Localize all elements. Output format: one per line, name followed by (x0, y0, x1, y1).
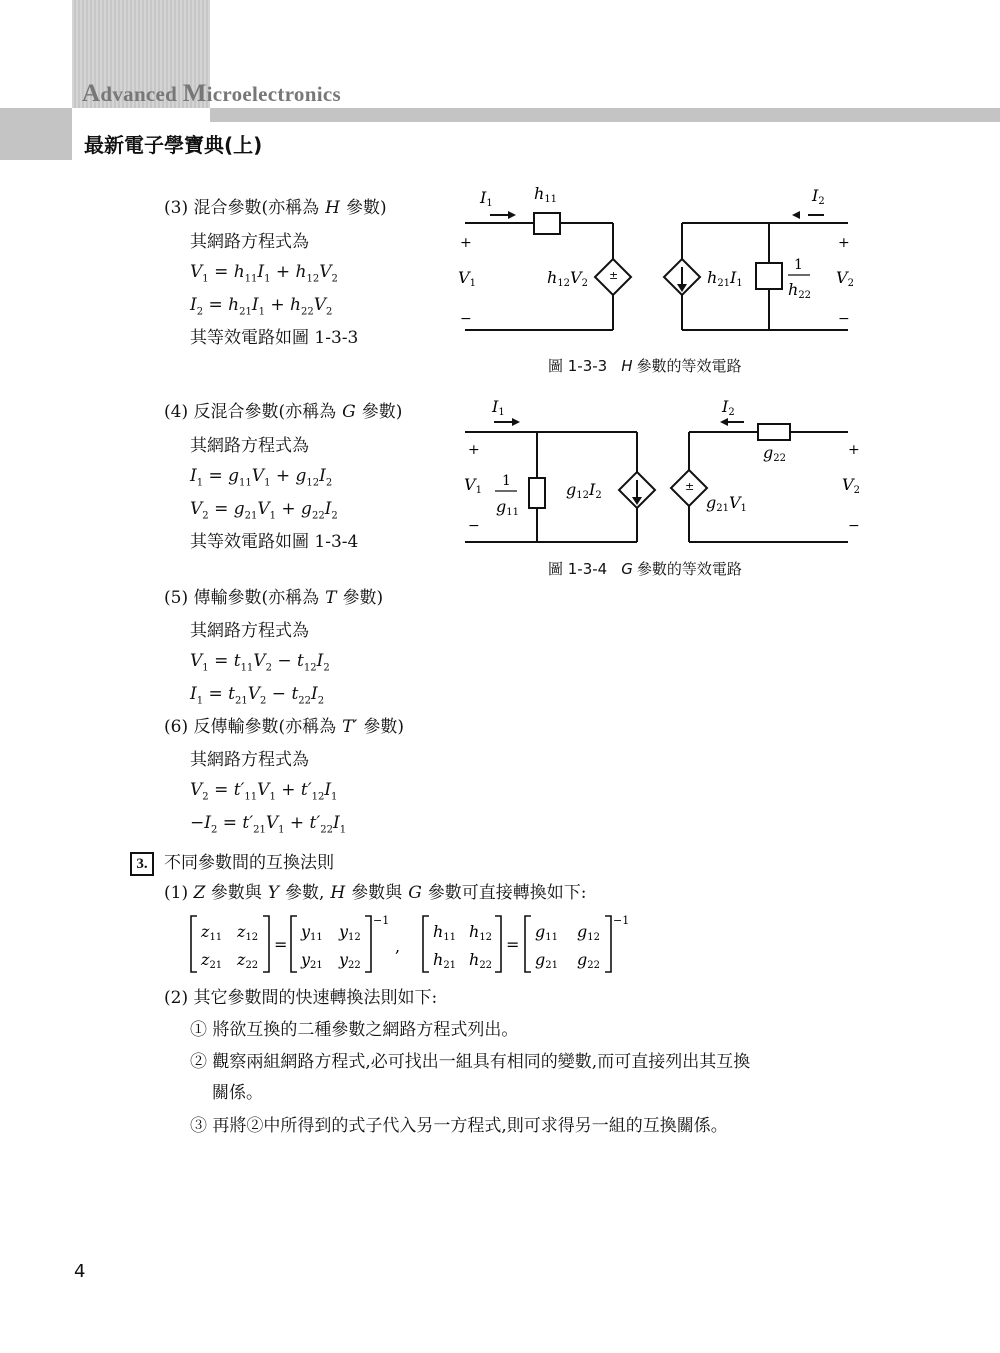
point-3-badge: 3. (130, 852, 154, 876)
svg-text:g11: g11 (496, 497, 519, 518)
svg-text:+: + (468, 442, 480, 458)
svg-text:V2: V2 (842, 475, 860, 496)
sec5-eq-label: 其網路方程式為 (190, 621, 309, 641)
svg-text:h11: h11 (433, 922, 457, 943)
sec6-eq-label: 其網路方程式為 (190, 750, 309, 770)
svg-text:=: = (506, 935, 520, 954)
sec4-equiv: 其等效電路如圖 1-3-4 (190, 532, 359, 552)
fig-1-3-3-caption: 圖 1-3-3 H 參數的等效電路 (548, 357, 742, 375)
svg-text:h12V2: h12V2 (547, 268, 588, 289)
rule-step-2-cont: 關係。 (212, 1083, 263, 1103)
g-eq-1: $I_1 = g_{11}V_1 + g_{12}I_2$ (190, 466, 333, 489)
point-3-title: 不同參數間的互換法則 (164, 853, 334, 873)
svg-text:,: , (395, 937, 401, 956)
svg-text:g12I2: g12I2 (566, 480, 602, 501)
svg-text:1: 1 (794, 257, 803, 273)
svg-text:z22: z22 (237, 950, 259, 971)
point-3-item-2: (2) 其它參數間的快速轉換法則如下: (164, 988, 438, 1008)
point-3-item-1: (1) Z 參數與 Y 參數, H 參數與 G 參數可直接轉換如下: (164, 883, 587, 903)
svg-text:h22: h22 (788, 280, 812, 301)
header-side-bar (0, 108, 72, 160)
svg-text:y12: y12 (339, 922, 361, 943)
svg-text:h11: h11 (534, 184, 558, 205)
rule-step-1: ① 將欲互換的二種參數之網路方程式列出。 (190, 1020, 519, 1040)
svg-text:I2: I2 (812, 186, 825, 207)
h-eq-2: $I_2 = h_{21}I_1 + h_{22}V_2$ (190, 295, 333, 318)
t-prime-eq-1: $V_2 = t'_{11}V_1 + t'_{12}I_1$ (190, 780, 338, 803)
svg-text:1: 1 (502, 473, 511, 489)
sec4-heading: (4) 反混合參數(亦稱為 G 參數) (164, 402, 403, 422)
t-eq-2: $I_1 = t_{21}V_2 - t_{22}I_2$ (190, 684, 325, 707)
page-number: 4 (74, 1261, 86, 1282)
svg-text:I1: I1 (480, 188, 493, 209)
header-title-en: Advanced Microelectronics (82, 80, 341, 107)
fig-1-3-4-caption: 圖 1-3-4 G 參數的等效電路 (548, 560, 742, 578)
svg-text:−: − (838, 311, 850, 327)
svg-text:z12: z12 (237, 922, 259, 943)
svg-text:g21: g21 (535, 950, 558, 971)
svg-text:±: ± (685, 480, 695, 493)
g-eq-2: $V_2 = g_{21}V_1 + g_{22}I_2$ (190, 499, 338, 522)
header-title-zh: 最新電子學寶典(上) (84, 133, 263, 157)
svg-text:+: + (838, 235, 850, 251)
svg-text:−: − (460, 311, 472, 327)
svg-text:−: − (848, 518, 860, 534)
svg-text:z21: z21 (201, 950, 223, 971)
rule-step-2: ② 觀察兩組網路方程式,必可找出一組具有相同的變數,而可直接列出其互換 (190, 1052, 751, 1072)
header-band (210, 108, 1000, 122)
svg-text:y11: y11 (301, 922, 323, 943)
svg-text:g22: g22 (577, 950, 600, 971)
svg-text:+: + (848, 442, 860, 458)
svg-text:V1: V1 (458, 268, 476, 289)
svg-text:I2: I2 (722, 397, 735, 418)
svg-text:z11: z11 (201, 922, 223, 943)
svg-text:I1: I1 (492, 397, 505, 418)
t-prime-eq-2: $-I_2 = t'_{21}V_1 + t'_{22}I_1$ (190, 813, 347, 836)
sec3-eq-label: 其網路方程式為 (190, 232, 309, 252)
svg-text:g21V1: g21V1 (706, 493, 747, 514)
svg-text:+: + (460, 235, 472, 251)
sec3-equiv: 其等效電路如圖 1-3-3 (190, 328, 359, 348)
sec4-eq-label: 其網路方程式為 (190, 436, 309, 456)
svg-text:h22: h22 (469, 950, 493, 971)
svg-text:V2: V2 (836, 268, 854, 289)
svg-text:±: ± (609, 269, 619, 282)
svg-text:y21: y21 (301, 950, 323, 971)
svg-text:y22: y22 (339, 950, 361, 971)
sec5-heading: (5) 傳輸參數(亦稱為 T 參數) (164, 588, 384, 608)
svg-text:−1: −1 (373, 914, 390, 927)
svg-text:g22: g22 (763, 443, 786, 464)
sec3-heading: (3) 混合參數(亦稱為 H 參數) (164, 198, 387, 218)
sec6-heading: (6) 反傳輸參數(亦稱為 T′ 參數) (164, 717, 404, 737)
svg-text:h12: h12 (469, 922, 493, 943)
svg-text:=: = (274, 935, 288, 954)
matrix-conversion (185, 912, 635, 976)
svg-text:h21I1: h21I1 (707, 268, 743, 289)
t-eq-1: $V_1 = t_{11}V_2 - t_{12}I_2$ (190, 651, 330, 674)
rule-step-3: ③ 再將②中所得到的式子代入另一方程式,則可求得另一組的互換關係。 (190, 1116, 728, 1136)
svg-text:g12: g12 (577, 922, 600, 943)
svg-text:V1: V1 (464, 475, 482, 496)
svg-text:−1: −1 (613, 914, 630, 927)
h-parameter-circuit (450, 175, 870, 335)
svg-text:g11: g11 (535, 922, 558, 943)
g-parameter-circuit (450, 390, 870, 550)
svg-text:h21: h21 (433, 950, 457, 971)
h-eq-1: $V_1 = h_{11}I_1 + h_{12}V_2$ (190, 262, 338, 285)
svg-text:−: − (468, 518, 480, 534)
